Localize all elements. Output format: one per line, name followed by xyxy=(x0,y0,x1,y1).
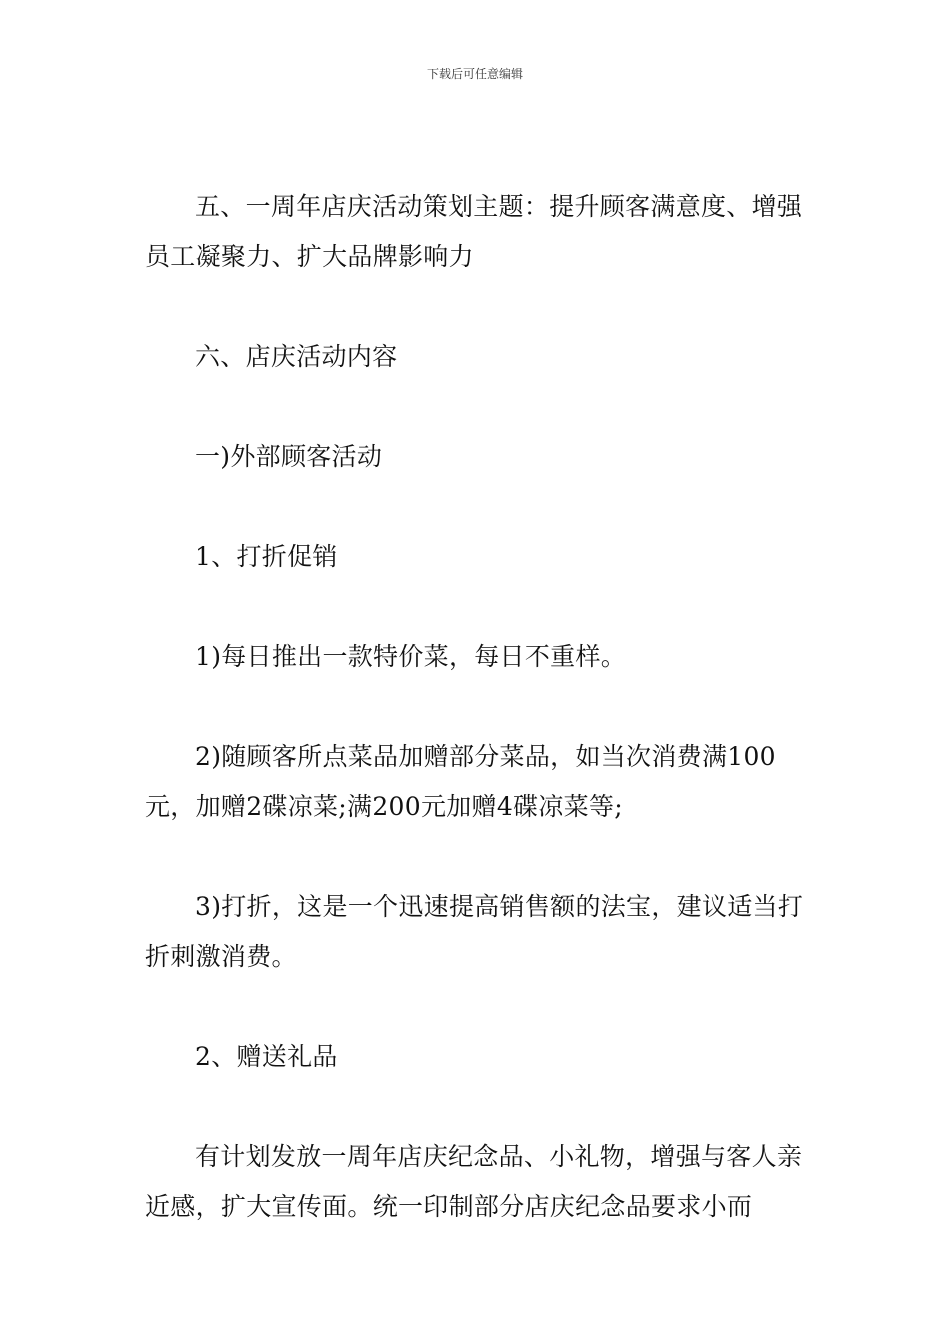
body-paragraph-gifts: 有计划发放一周年店庆纪念品、小礼物，增强与客人亲近感，扩大宣传面。统一印制部分店庆纪念品要求小而 xyxy=(145,1142,803,1221)
paragraph-spacer xyxy=(145,832,805,882)
paragraph-spacer xyxy=(145,382,805,432)
list-item-gift-dishes: 2)随顾客所点菜品加赠部分菜品，如当次消费满100元，加赠2碟凉菜;满200元加赠4碟凉菜等; xyxy=(145,742,776,821)
item-heading-gifts: 2、赠送礼品 xyxy=(195,1042,338,1071)
list-item-discount: 3)打折，这是一个迅速提高销售额的法宝，建议适当打折刺激消费。 xyxy=(145,892,804,971)
item-heading-discount: 1、打折促销 xyxy=(195,542,338,571)
subsection-heading-external: 一)外部顾客活动 xyxy=(195,442,383,471)
list-item-daily-special: 1)每日推出一款特价菜，每日不重样。 xyxy=(195,642,627,671)
page-header-note: 下载后可任意编辑 xyxy=(426,67,523,81)
paragraph-spacer xyxy=(145,582,805,632)
paragraph-spacer xyxy=(145,982,805,1032)
section-heading-theme: 五、一周年店庆活动策划主题：提升顾客满意度、增强员工凝聚力、扩大品牌影响力 xyxy=(145,192,803,271)
paragraph-spacer xyxy=(145,482,805,532)
paragraph-spacer xyxy=(145,282,805,332)
paragraph-spacer xyxy=(145,682,805,732)
document-body xyxy=(145,182,805,1232)
paragraph-spacer xyxy=(145,1082,805,1132)
section-heading-content: 六、店庆活动内容 xyxy=(195,342,398,371)
